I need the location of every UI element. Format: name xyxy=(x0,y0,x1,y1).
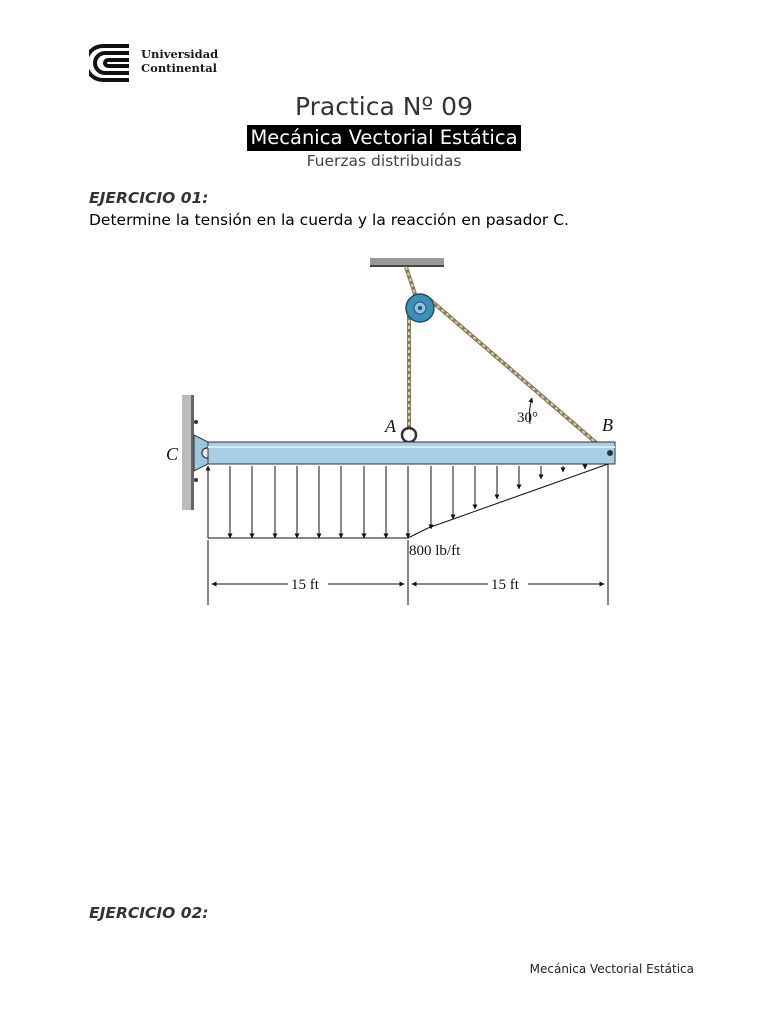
beam-diagram xyxy=(160,250,620,610)
label-c: C xyxy=(166,444,179,464)
wall xyxy=(182,395,192,510)
page-title: Practica Nº 09 xyxy=(295,92,473,121)
ceiling-support xyxy=(370,258,444,266)
uniform-load-arrows xyxy=(208,466,408,538)
subject-wrap xyxy=(0,125,768,151)
rope-to-b xyxy=(428,298,608,453)
university-name xyxy=(141,47,218,75)
logo-line-1: Universidad xyxy=(141,47,219,61)
angle-label: 30° xyxy=(517,410,538,426)
label-a: A xyxy=(385,416,396,436)
label-b: B xyxy=(602,415,613,435)
subject-title: Mecánica Vectorial Estática xyxy=(247,125,520,151)
dim-label-left: 15 ft xyxy=(291,577,319,593)
eye-a xyxy=(402,428,416,442)
triangular-load-arrows xyxy=(431,466,585,529)
exercise-1-statement: Determine la tensión en la cuerda y la reacción en pasador C. xyxy=(89,211,569,229)
load-label: 800 lb/ft xyxy=(409,543,461,559)
exercise-2-heading: EJERCICIO 02: xyxy=(89,904,209,922)
exercise-1-heading: EJERCICIO 01: xyxy=(89,189,209,207)
dim-label-right: 15 ft xyxy=(491,577,519,593)
page-footer: Mecánica Vectorial Estática xyxy=(529,962,694,976)
logo-line-2: Continental xyxy=(141,61,218,75)
topic-subtitle: Fuerzas distribuidas xyxy=(306,152,462,170)
beam xyxy=(208,442,615,464)
